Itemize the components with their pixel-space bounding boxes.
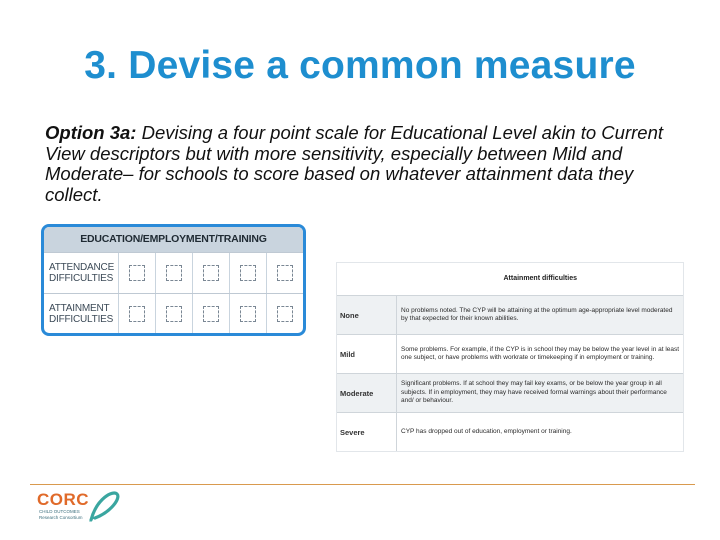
- slide-body-text: [45, 123, 685, 205]
- table-description-cell: No problems noted. The CYP will be attaining at the optimum age-appropriate level moderated by that expected for their known abilities.: [397, 296, 685, 335]
- option-description: Devising a four point scale for Educational Level akin to Current View descriptors but with more sensitivity, especially between Mild and Moderate– for schools to score based on whatever attainment data they collect.: [45, 122, 663, 205]
- attendance-checkbox-2[interactable]: [166, 265, 182, 281]
- ete-row-label: ATTAINMENT DIFFICULTIES: [49, 303, 114, 325]
- ete-cell: [266, 253, 303, 293]
- table-header: Attainment difficulties: [397, 262, 685, 296]
- table-description-cell: Significant problems. If at school they may fail key exams, or be below the year group in all subjects. If in employment, they may have received formal warnings about their performance and/ or behaviour.: [397, 374, 685, 413]
- attainment-checkbox-2[interactable]: [166, 306, 182, 322]
- attendance-checkbox-1[interactable]: [129, 265, 145, 281]
- table-level-cell: Mild: [336, 335, 397, 374]
- attainment-checkbox-3[interactable]: [203, 306, 219, 322]
- ete-cell: [192, 253, 229, 293]
- table-level-cell: Severe: [336, 413, 397, 452]
- table-row: [336, 335, 684, 374]
- ete-checkbox-group: [118, 294, 303, 334]
- ete-row-attendance: [44, 252, 303, 293]
- attendance-checkbox-5[interactable]: [277, 265, 293, 281]
- table-header-row: [336, 262, 684, 296]
- ete-cell: [155, 253, 192, 293]
- attendance-checkbox-3[interactable]: [203, 265, 219, 281]
- footer-divider: [30, 484, 695, 485]
- option-label: Option 3a:: [45, 122, 137, 143]
- attainment-checkbox-1[interactable]: [129, 306, 145, 322]
- table-row: [336, 374, 684, 413]
- education-employment-training-box: [41, 224, 306, 336]
- attainment-checkbox-4[interactable]: [240, 306, 256, 322]
- ete-cell: [266, 294, 303, 334]
- attainment-difficulties-table: [336, 262, 684, 452]
- ete-header: EDUCATION/EMPLOYMENT/TRAINING: [44, 227, 303, 252]
- ete-cell: [192, 294, 229, 334]
- table-header-spacer: [336, 262, 397, 296]
- attainment-checkbox-5[interactable]: [277, 306, 293, 322]
- ete-cell: [155, 294, 192, 334]
- ete-cell: [229, 253, 266, 293]
- attendance-checkbox-4[interactable]: [240, 265, 256, 281]
- slide-title: 3. Devise a common measure: [84, 44, 636, 87]
- table-row: [336, 296, 684, 335]
- ete-cell: [229, 294, 266, 334]
- table-level-cell: None: [336, 296, 397, 335]
- logo-wordmark: CORC: [37, 490, 90, 509]
- table-level-cell: Moderate: [336, 374, 397, 413]
- table-row: [336, 413, 684, 452]
- ete-row-attainment: [44, 293, 303, 334]
- ete-row-label: ATTENDANCE DIFFICULTIES: [49, 262, 115, 284]
- logo-swoosh-icon: [83, 488, 123, 528]
- ete-checkbox-group: [118, 253, 303, 293]
- corc-logo: [37, 490, 127, 530]
- table-description-cell: Some problems. For example, if the CYP is in school they may be below the year level in at least one subject, or have problems with workrate or timekeeping if in employment or training.: [397, 335, 685, 374]
- table-description-cell: CYP has dropped out of education, employment or training.: [397, 413, 685, 452]
- ete-cell: [118, 294, 155, 334]
- ete-cell: [118, 253, 155, 293]
- logo-tagline: CHILD OUTCOMES Research Consortium: [39, 509, 83, 520]
